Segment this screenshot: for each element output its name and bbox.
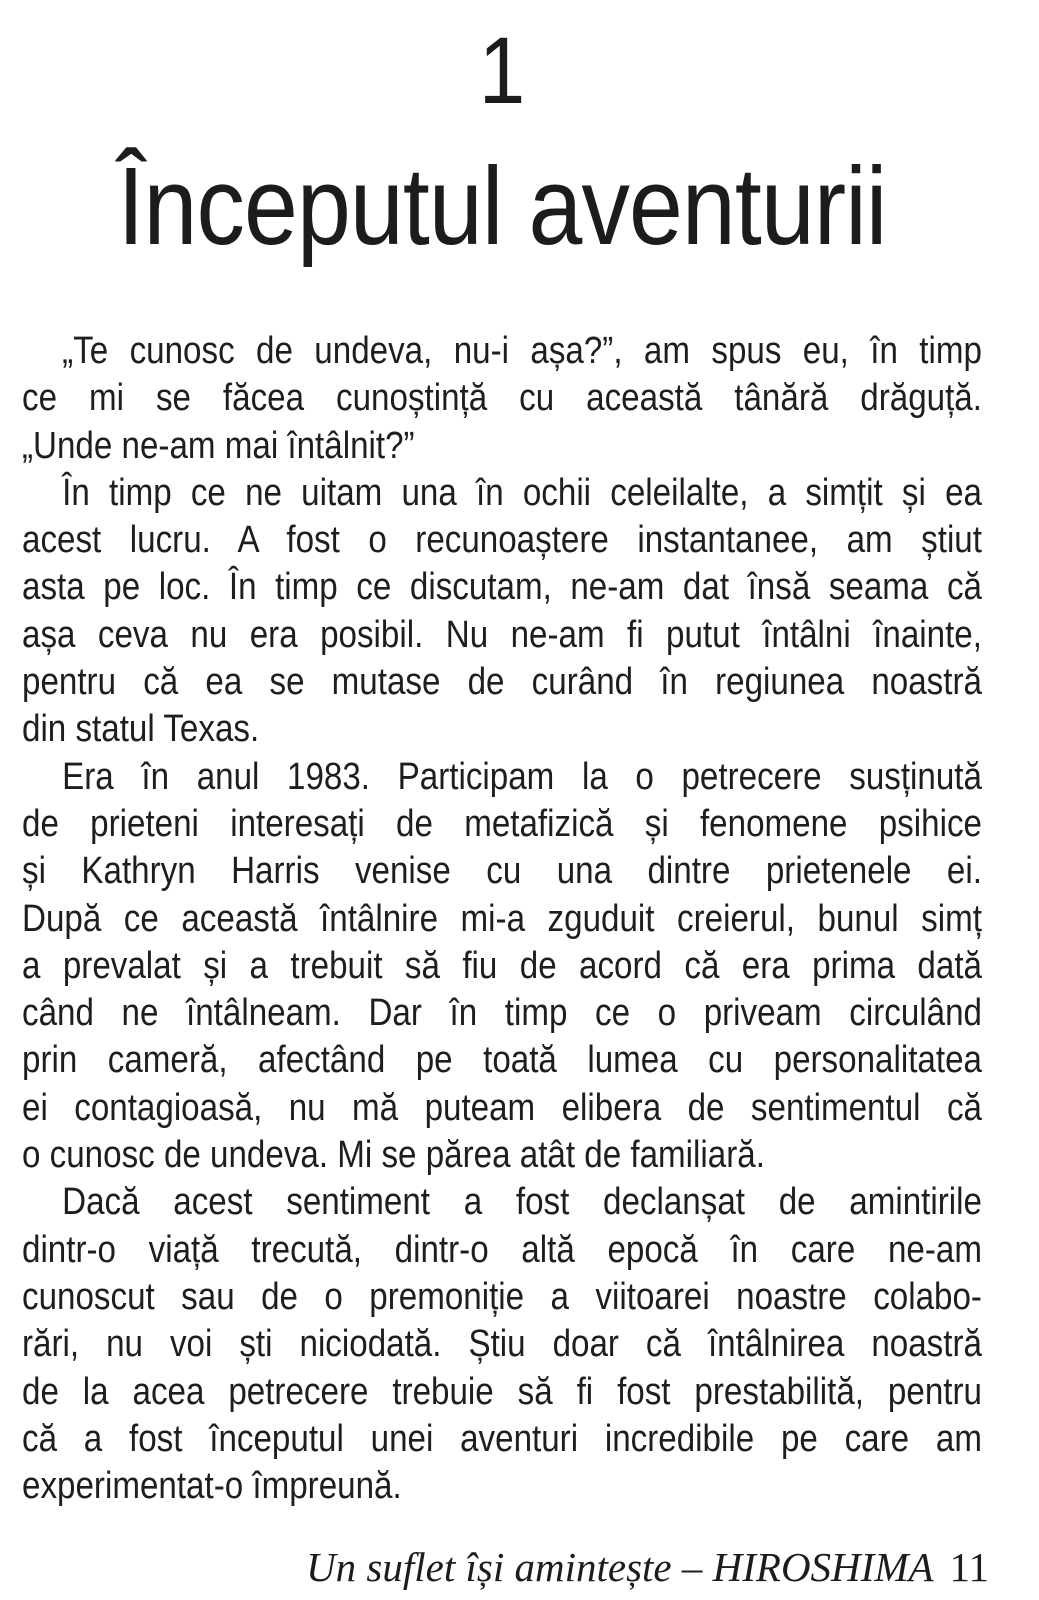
text-line: ei contagioasă, nu mă puteam elibera de sentimentul că <box>22 1086 982 1129</box>
text-line: și Kathryn Harris venise cu una dintre prietenele ei. <box>22 850 982 893</box>
text-line: rări, nu voi ști niciodată. Știu doar că întâlnirea noastră <box>22 1323 982 1366</box>
text-line: când ne întâlneam. Dar în timp ce o priveam circulând <box>22 992 982 1035</box>
text-line: experimentat-o împreună. <box>22 1465 402 1508</box>
text-line: de prieteni interesați de metafizică și fenomene psihice <box>22 802 982 845</box>
running-title: Un suflet își amintește – HIROSHIMA <box>306 1544 934 1590</box>
text-line: din statul Texas. <box>22 708 260 751</box>
text-line: o cunosc de undeva. Mi se părea atât de familiară. <box>22 1134 765 1177</box>
text-line: așa ceva nu era posibil. Nu ne-am fi putut întâlni înainte, <box>22 613 982 656</box>
text-line: acest lucru. A fost o recunoaștere instantanee, am știut <box>22 519 982 562</box>
chapter-title: Începutul aventurii <box>117 145 887 268</box>
text-line: pentru că ea se mutase de curând în regiunea noastră <box>22 661 982 704</box>
text-line: După ce această întâlnire mi-a zguduit creierul, bunul simț <box>22 897 982 940</box>
chapter-number: 1 <box>478 18 526 124</box>
text-line: „Te cunosc de undeva, nu-i așa?”, am spus eu, în timp <box>62 330 982 372</box>
text-line: de la acea petrecere trebuie să fi fost prestabilită, pentru <box>22 1370 982 1413</box>
text-line: a prevalat și a trebuit să fiu de acord că era prima dată <box>22 944 982 987</box>
text-line: asta pe loc. În timp ce discutam, ne-am dat însă seama că <box>22 566 982 609</box>
text-line: dintr-o viață trecută, dintr-o altă epocă în care ne-am <box>22 1228 982 1271</box>
text-line: Dacă acest sentiment a fost declanșat de amintirile <box>62 1181 982 1224</box>
text-line: cunoscut sau de o premoniție a viitoarei noastre colabo- <box>22 1275 982 1318</box>
running-footer <box>306 1544 989 1590</box>
text-line: prin cameră, afectând pe toată lumea cu personalitatea <box>22 1039 982 1082</box>
body-text <box>22 328 982 1510</box>
text-line: „Unde ne-am mai întâlnit?” <box>22 424 415 467</box>
text-line: În timp ce ne uitam una în ochii celeilalte, a simțit și ea <box>62 471 982 514</box>
text-line: Era în anul 1983. Participam la o petrecere susținută <box>62 755 982 798</box>
page-number: 11 <box>949 1544 989 1590</box>
text-line: ce mi se făcea cunoștință cu această tânără drăguță. <box>22 377 982 420</box>
text-line: că a fost începutul unei aventuri incredibile pe care am <box>22 1417 982 1460</box>
